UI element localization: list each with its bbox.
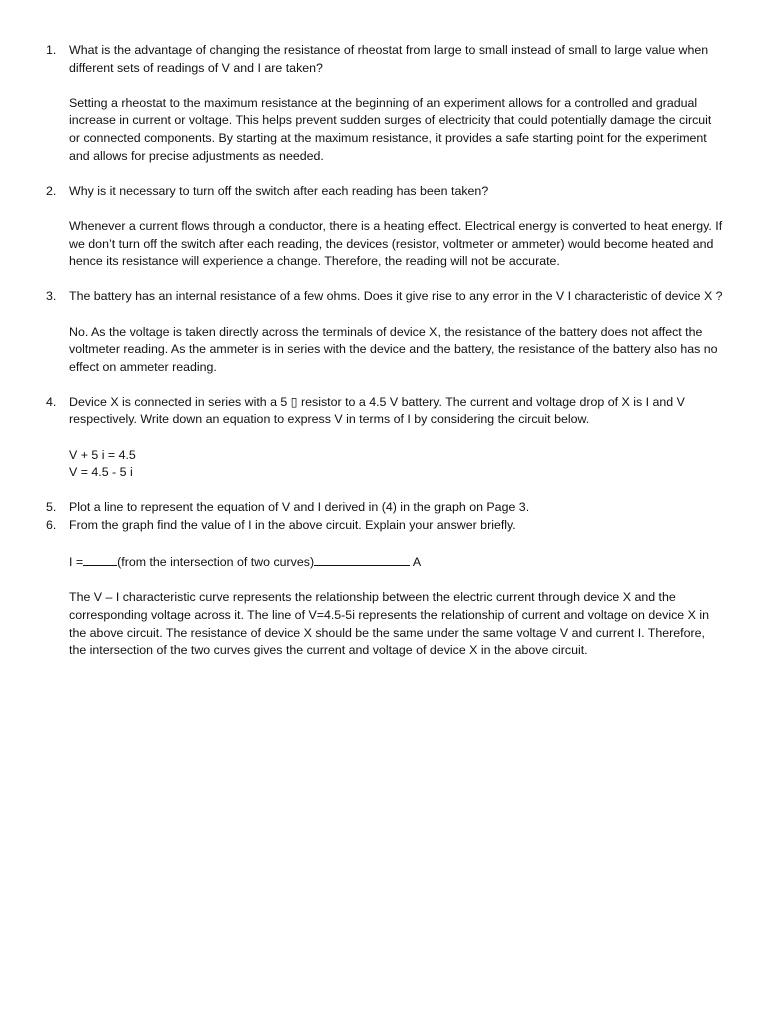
question-number: 4. (46, 394, 57, 409)
document-page (0, 42, 768, 660)
question-1 (0, 42, 768, 77)
question-number: 2. (46, 183, 57, 198)
question-text: What is the advantage of changing the resistance of rheostat from large to small instead of small to large value when different sets of readings of V and I are taken? (69, 43, 709, 75)
fill-in-line (0, 552, 768, 572)
fill-blank (83, 552, 117, 566)
answer-6: The V – I characteristic curve represents the relationship between the electric current through device X and the corresponding voltage across it. The line of V=4.5-5i represents the relationship of current and voltage on device X in the above circuit. The resistance of device X should be the same under the same voltage V and current I. Therefore, the intersection of the two curves gives the current and voltage of device X in the above circuit. (69, 590, 709, 658)
question-text: From the graph find the value of I in the above circuit. Explain your answer briefly. (69, 518, 516, 533)
question-text: Device X is connected in series with a 5 ▯ resistor to a 4.5 V battery. The current and voltage drop of X is I and V respectively. Write down an equation to express V in terms of I by considering the circuit below. (69, 394, 685, 427)
fill-blank (314, 552, 410, 566)
question-text: The battery has an internal resistance of a few ohms. Does it give rise to any error in the V I characteristic of device X ? (69, 289, 723, 304)
question-5 (0, 499, 768, 517)
equation-line-2: V = 4.5 - 5 i (69, 465, 133, 480)
question-number: 5. (46, 500, 57, 515)
answer-3: No. As the voltage is taken directly across the terminals of device X, the resistance of the battery does not affect the voltmeter reading. As the ammeter is in series with the device and the battery, the resistance of the battery also has no effect on ammeter reading. (69, 324, 718, 374)
question-number: 3. (46, 289, 57, 304)
answer-2: Whenever a current flows through a conductor, there is a heating effect. Electrical energy is converted to heat energy. If we don’t turn off the switch after each reading, the devices (resistor, voltmeter or ammeter) would become heated and hence its resistance will experience a change. Therefore, the reading will not be accurate. (69, 218, 723, 269)
question-text: Why is it necessary to turn off the switch after each reading has been taken? (69, 183, 489, 198)
question-number: 6. (46, 518, 57, 533)
fill-prefix: I = (69, 555, 84, 570)
question-2 (0, 183, 768, 201)
question-3 (0, 288, 768, 306)
question-4 (0, 394, 768, 429)
question-6 (0, 517, 768, 535)
question-number: 1. (46, 43, 57, 57)
question-text: Plot a line to represent the equation of V and I derived in (4) in the graph on Page 3. (69, 500, 530, 515)
equation-line-1: V + 5 i = 4.5 (69, 447, 136, 462)
answer-1: Setting a rheostat to the maximum resistance at the beginning of an experiment allows for a controlled and gradual increase in current or voltage. This helps prevent sudden surges of electricity that could potentially damage the circuit or connected components. By starting at the maximum resistance, it provides a safe starting point for the experiment and allows for precise adjustments as needed. (69, 95, 712, 163)
fill-middle: (from the intersection of two curves) (117, 555, 315, 570)
fill-unit: A (412, 555, 422, 570)
